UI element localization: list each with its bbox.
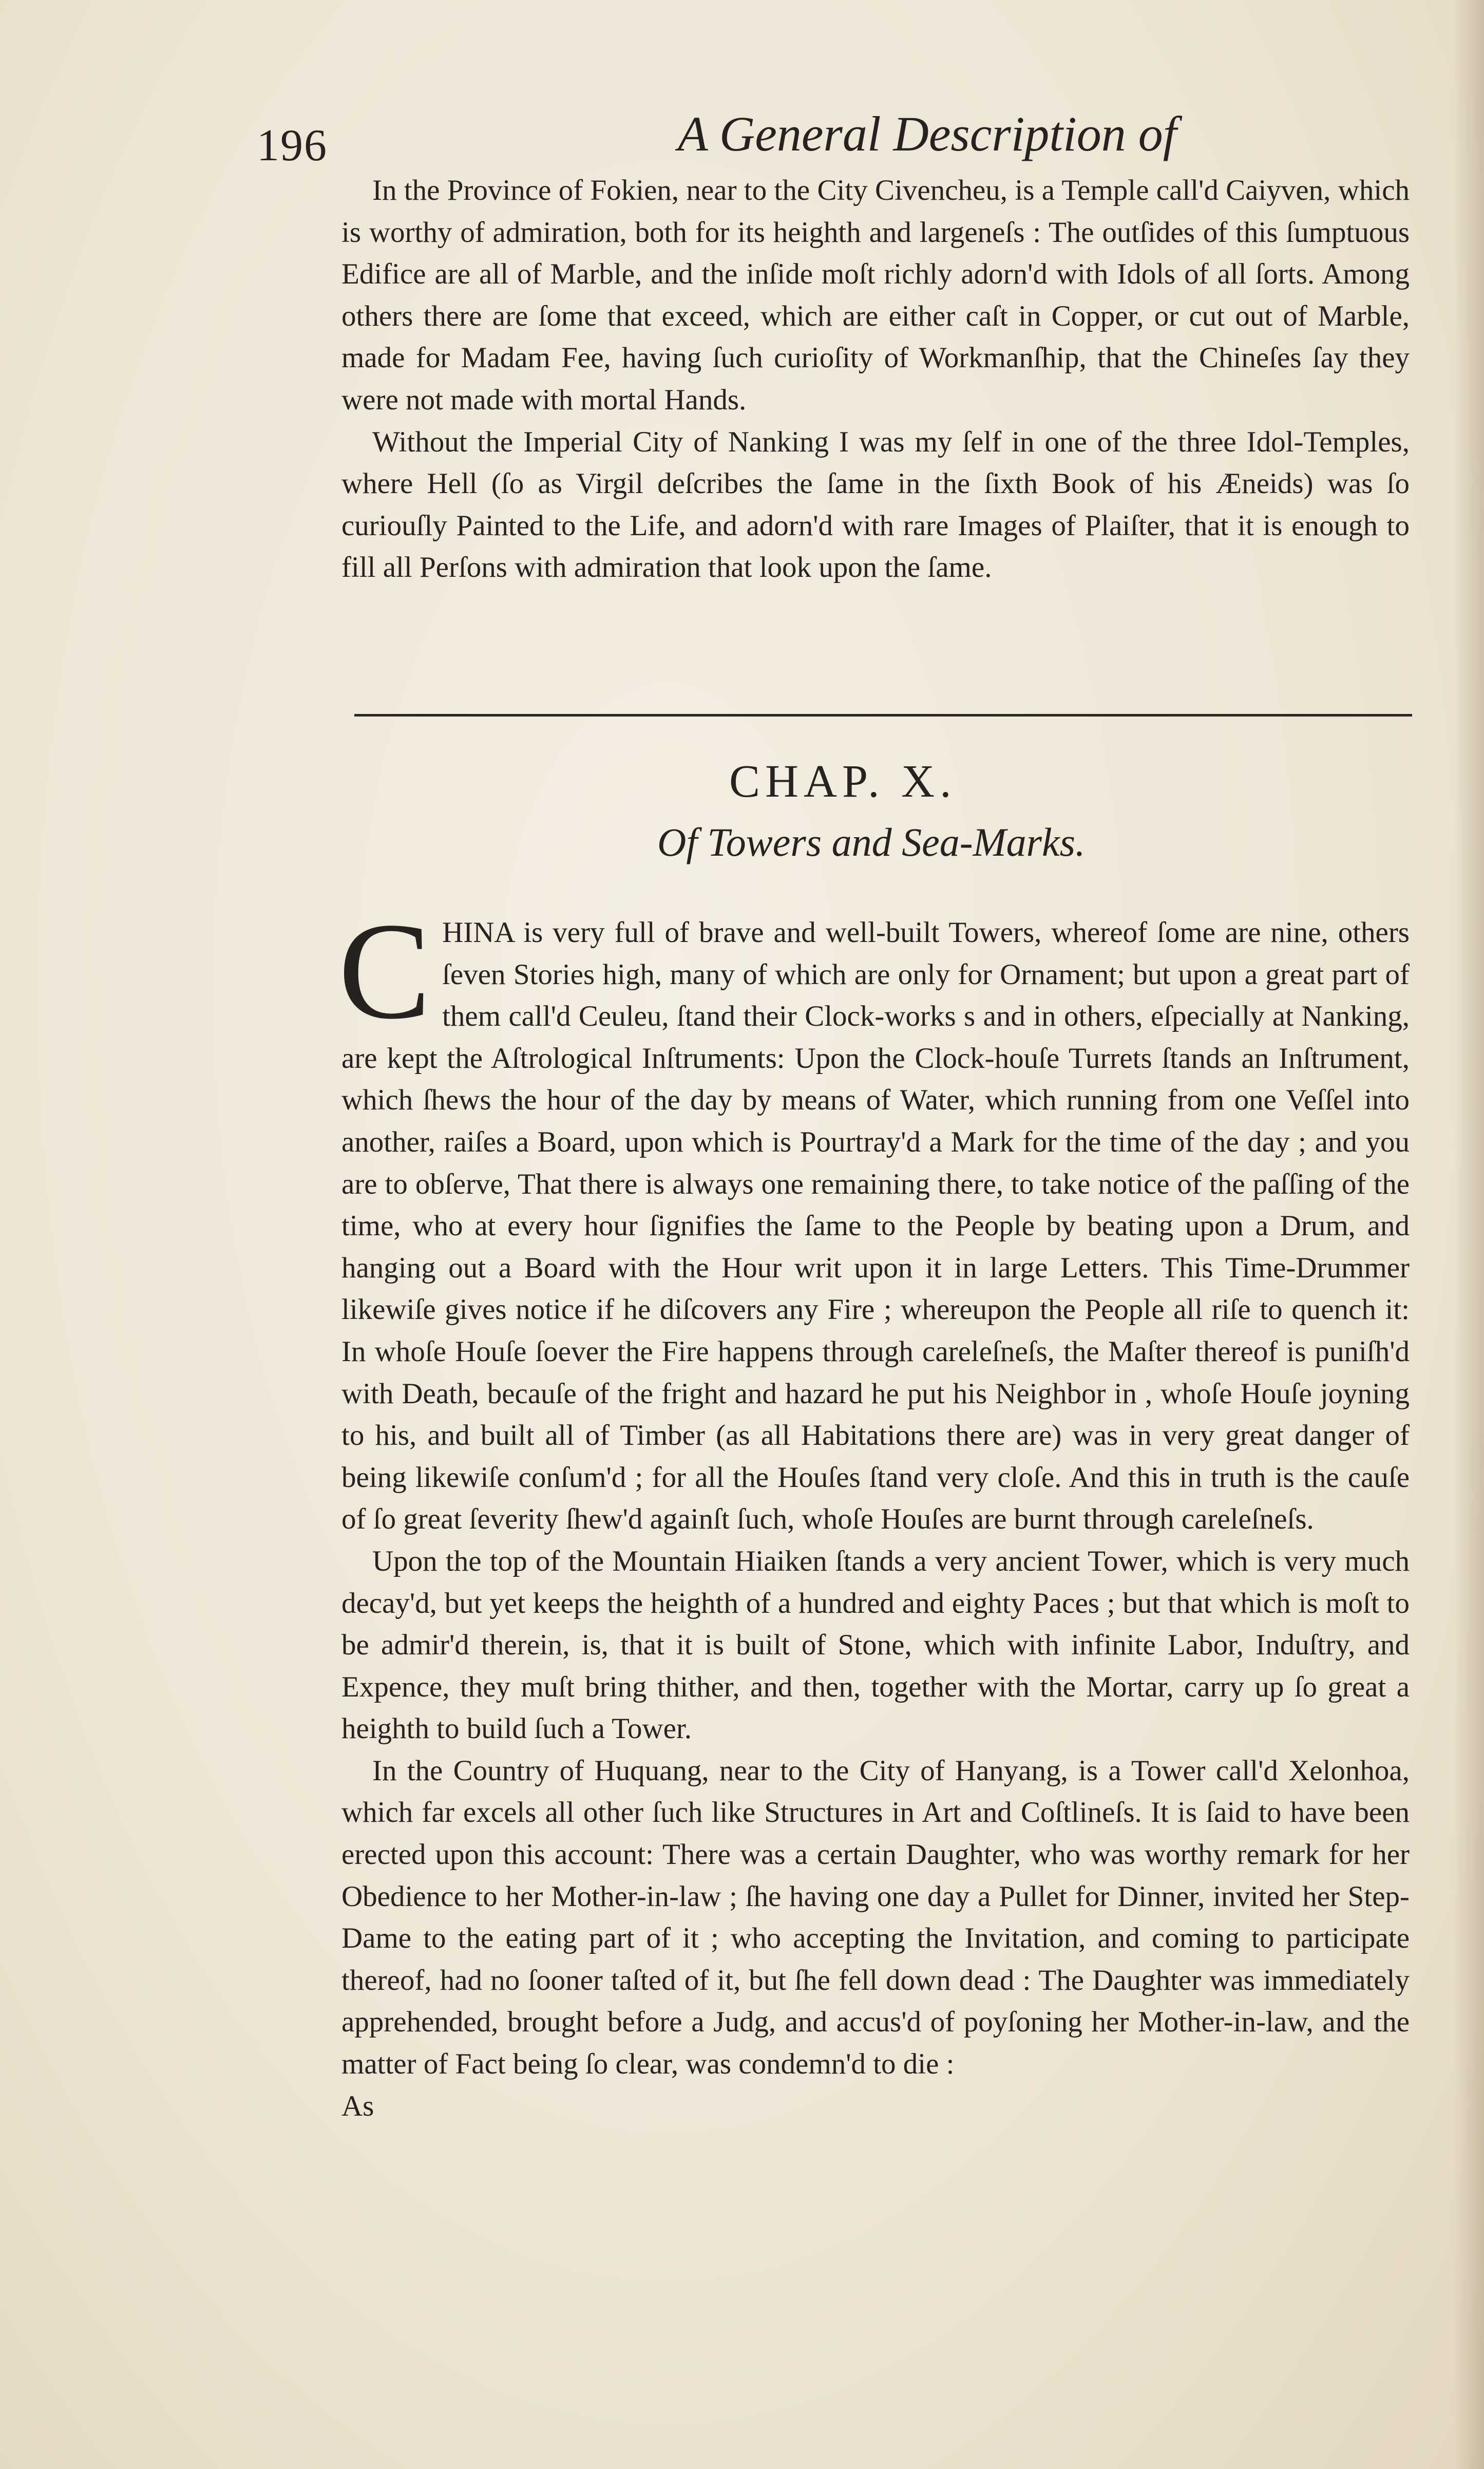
- catchword: As: [341, 2089, 374, 2122]
- running-head: [257, 105, 1412, 172]
- paragraph-china-towers: [338, 894, 1410, 1540]
- paragraph-xelonhoa-tower: In the Country of Huquang, near to the City of Hanyang, is a Tower call'd Xelonhoa, which far excels all other ſuch like Structures in Art and Coſtlineſs. It is ſaid to have been erected upon this account: There was a certain Daughter, who was worthy remark for her Obedience to her Mother-in-law ; ſhe having one day a Pullet for Dinner, invited her Step-Dame to the eating part of it ; who accepting the Invitation, and coming to participate thereof, had no ſooner taſted of it, but ſhe fell down dead : The Daughter was immediately apprehended, brought before a Judg, and accus'd of poyſoning her Mother-in-law, and the matter of Fact being ſo clear, was condemn'd to die :: [341, 1754, 1410, 2081]
- paragraph-temple-caiyven: In the Province of Fokien, near to the City Civencheu, is a Temple call'd Caiyven, which is worthy of admiration, both for its heighth and largeneſs : The outſides of this ſumptuous Edifice are all of Marble, and the inſide moſt richly adorn'd with Idols of all ſorts. Among others there are ſome that exceed, which are either caſt in Copper, or cut out of Marble, made for Madam Fee, having ſuch curioſity of Workmanſhip, that the Chineſes ſay they were not made with mortal Hands.: [341, 174, 1410, 416]
- paragraph-hiaiken-tower: Upon the top of the Mountain Hiaiken ſtands a very ancient Tower, which is very much decay'd, but yet keeps the heighth of a hundred and eighty Paces ; but that which is moſt to be admir'd therein, is, that it is built of Stone, which with infinite Labor, Induſtry, and Expence, they muſt bring thither, and then, together with the Mortar, carry up ſo great a heighth to build ſuch a Tower.: [341, 1544, 1410, 1745]
- drop-cap: C: [338, 894, 431, 1048]
- paragraph-nanking-temples: Without the Imperial City of Nanking I was my ſelf in one of the three Idol-Temples, where Hell (ſo as Virgil deſcribes the ſame in the ſixth Book of his Æneids) was ſo curiouſly Painted to the Life, and adorn'd with rare Images of Plaiſter, that it is enough to fill all Perſons with admiration that look upon the ſame.: [341, 425, 1410, 584]
- section-divider: [354, 714, 1412, 717]
- chapter-body: [338, 894, 1410, 2127]
- page-number: 196: [257, 121, 328, 171]
- top-section: [341, 169, 1410, 589]
- first-paragraph-text: HINA is very full of brave and well-built Towers, whereof ſome are nine, others ſeven Stories high, many of which are only for Ornament; but upon a great part of them call'd Ceuleu, ſtand their Clock-works s and in others, eſpecially at Nanking, are kept the Aſtrological Inſtruments: Upon the Clock-houſe Turrets ſtands an Inſtrument, which ſhews the hour of the day by means of Water, which running from one Veſſel into another, raiſes a Board, upon which is Pourtray'd a Mark for the time of the day ; and you are to obſerve, That there is always one remaining there, to take notice of the paſſing of the time, who at every hour ſignifies the ſame to the People by beating upon a Drum, and hanging out a Board with the Hour writ upon it in large Letters. This Time-Drummer likewiſe gives notice if he diſcovers any Fire ; whereupon the People all riſe to quench it: In whoſe Houſe ſoever the Fire happens through careleſneſs, the Maſter thereof is puniſh'd with Death, becauſe of the fright and hazard he put his Neighbor in , whoſe Houſe joyning to his, and built all of Timber (as all Habitations there are) was in very great danger of being likewiſe conſum'd ; for all the Houſes ſtand very cloſe. And this in truth is the cauſe of ſo great ſeverity ſhew'd againſt ſuch, whoſe Houſes are burnt through careleſneſs.: [341, 916, 1410, 1536]
- chapter-heading: CHAP. X.: [729, 756, 957, 807]
- running-title: A General Description of: [678, 106, 1177, 161]
- chapter-subtitle: Of Towers and Sea-Marks.: [657, 820, 1086, 864]
